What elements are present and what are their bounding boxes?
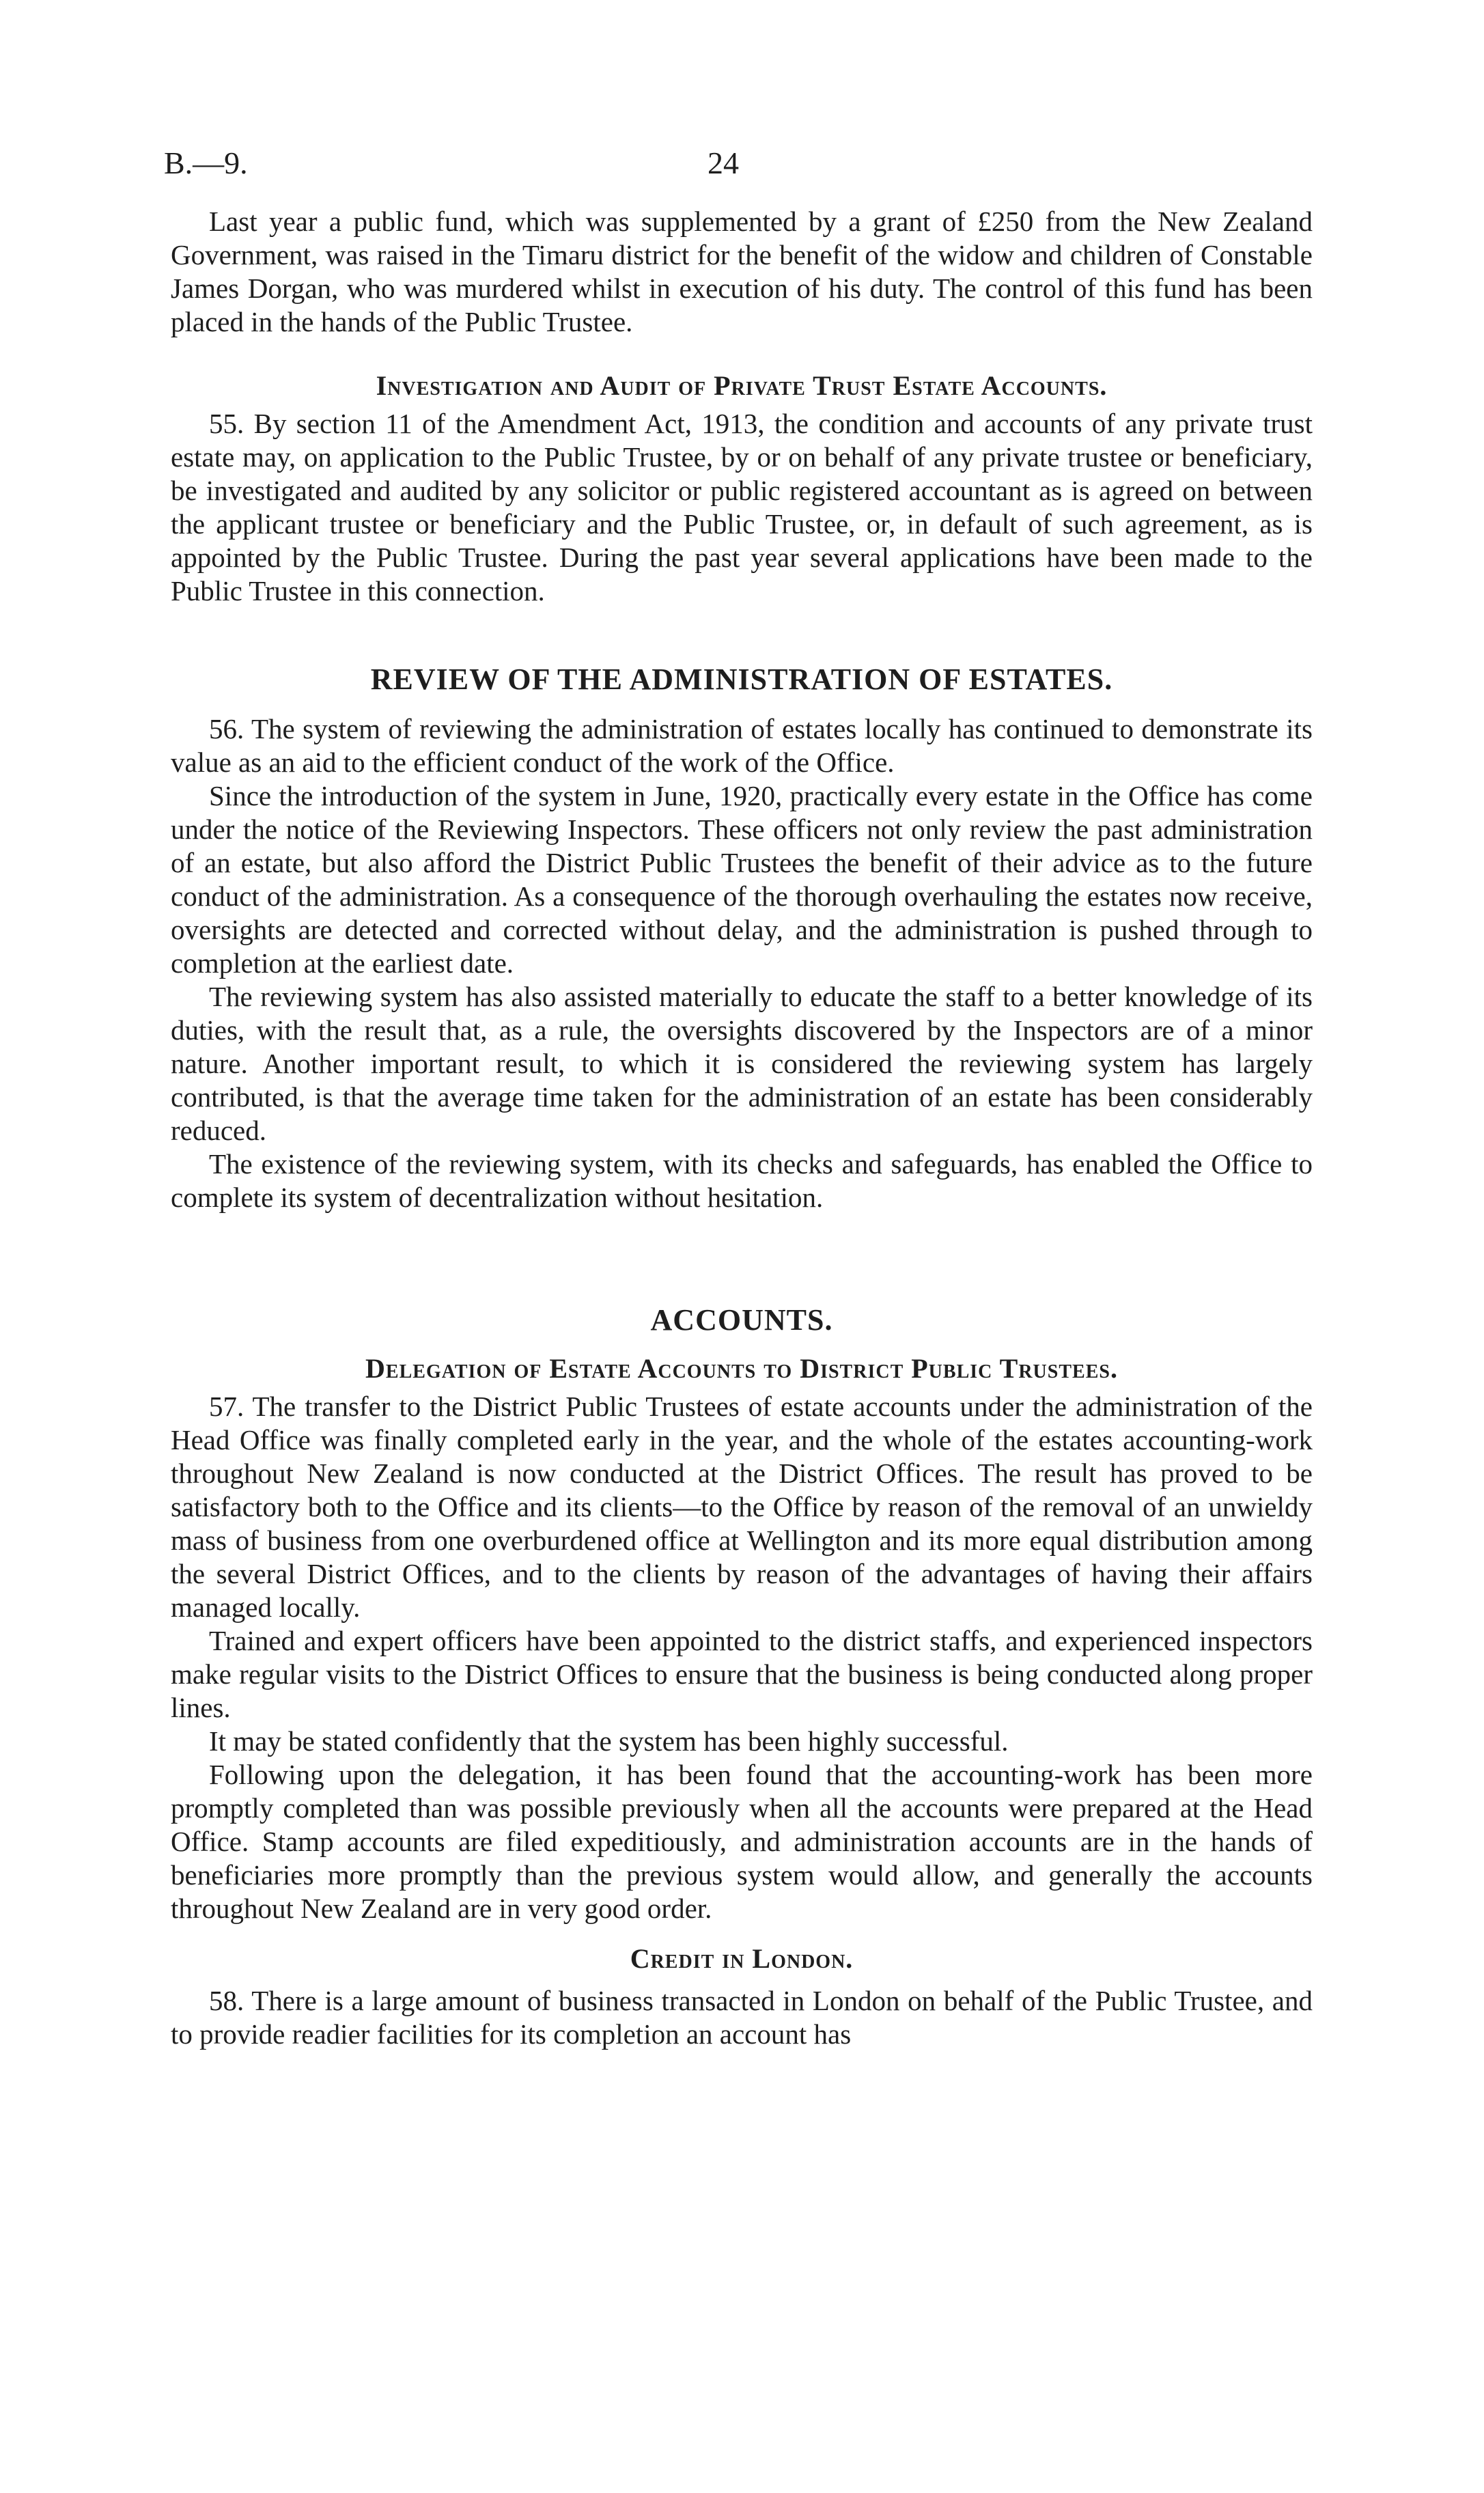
paragraph-56-b: Since the introduction of the system in June, 1920, practically every estate in the Office has come under the notice of the Reviewing Inspectors. These officers not only review the past administration of an estate, but also afford the District Public Trustees the benefit of their advice as to the future conduct of the administration. As a consequence of the thorough overhauling the estates now receive, oversights are detected and corrected without delay, and the administration is pushed through to completion at the earliest date. bbox=[171, 780, 1313, 979]
heading-accounts: ACCOUNTS. bbox=[650, 1303, 833, 1337]
heading-credit-london: Credit in London. bbox=[630, 1943, 854, 1974]
paragraph-57-d: Following upon the delegation, it has been found that the accounting-work has been more promptly completed than was possible previously when all the accounts were prepared at the Head Office. Stamp accounts are filed expeditiously, and administration accounts are in the hands of beneficiaries more promptly than the previous system would allow, and generally the accounts throughout New Zealand are in very good order. bbox=[171, 1759, 1313, 1924]
paragraph-55: 55. By section 11 of the Amendment Act, 1913, the condition and accounts of any private trust estate may, on application to the Public Trustee, by or on behalf of any private trustee or beneficiary, be investigated and audited by any solicitor or public registered accountant as is agreed on between the applicant trustee or beneficiary and the Public Trustee, or, in default of such agreement, as is appointed by the Public Trustee. During the past year several applications have been made to the Public Trustee in this connection. bbox=[171, 408, 1313, 607]
heading-review-administration: REVIEW OF THE ADMINISTRATION OF ESTATES. bbox=[370, 663, 1113, 696]
paragraph-56-c: The reviewing system has also assisted materially to educate the staff to a better knowledge of its duties, with the result that, as a rule, the oversights discovered by the Inspectors are of a minor nature. Another important result, to which it is considered the reviewing system has largely contributed, is that the average time taken for the administration of an estate has been considerably reduced. bbox=[171, 981, 1313, 1146]
document-body bbox=[171, 205, 1313, 2051]
paragraph-56-d: The existence of the reviewing system, with its checks and safeguards, has enabled the Office to complete its system of decentralization without hesitation. bbox=[171, 1148, 1313, 1213]
paragraph-58: 58. There is a large amount of business transacted in London on behalf of the Public Trustee, and to provide readier facilities for its completion an account has bbox=[171, 1985, 1313, 2050]
document-reference: B.—9. bbox=[164, 145, 248, 180]
paragraph-57-c: It may be stated confidently that the system has been highly successful. bbox=[209, 1725, 1009, 1757]
heading-investigation-audit: Investigation and Audit of Private Trust Estate Accounts. bbox=[376, 370, 1108, 401]
paragraph-dorgan-fund: Last year a public fund, which was supplemented by a grant of £250 from the New Zealand Government, was raised in the Timaru district for the benefit of the widow and children of Constable James Dorgan, who was murdered whilst in execution of his duty. The control of this fund has been placed in the hands of the Public Trustee. bbox=[171, 206, 1313, 337]
heading-delegation: Delegation of Estate Accounts to District Public Trustees. bbox=[365, 1353, 1118, 1384]
page-number: 24 bbox=[708, 145, 739, 180]
paragraph-56: 56. The system of reviewing the administration of estates locally has continued to demonstrate its value as an aid to the efficient conduct of the work of the Office. bbox=[171, 713, 1313, 778]
paragraph-57-b: Trained and expert officers have been appointed to the district staffs, and experienced inspectors make regular visits to the District Offices to ensure that the business is being conducted along proper lines. bbox=[171, 1625, 1313, 1723]
paragraph-57: 57. The transfer to the District Public Trustees of estate accounts under the administration of the Head Office was finally completed early in the year, and the whole of the estates accounting-work throughout New Zealand is now conducted at the District Offices. The result has proved to be satisfactory both to the Office and its clients—to the Office by reason of the removal of an unwieldy mass of business from one overburdened office at Wellington and its more equal distribution among the several District Offices, and to the clients by reason of the advantages of having their affairs managed locally. bbox=[171, 1391, 1313, 1623]
